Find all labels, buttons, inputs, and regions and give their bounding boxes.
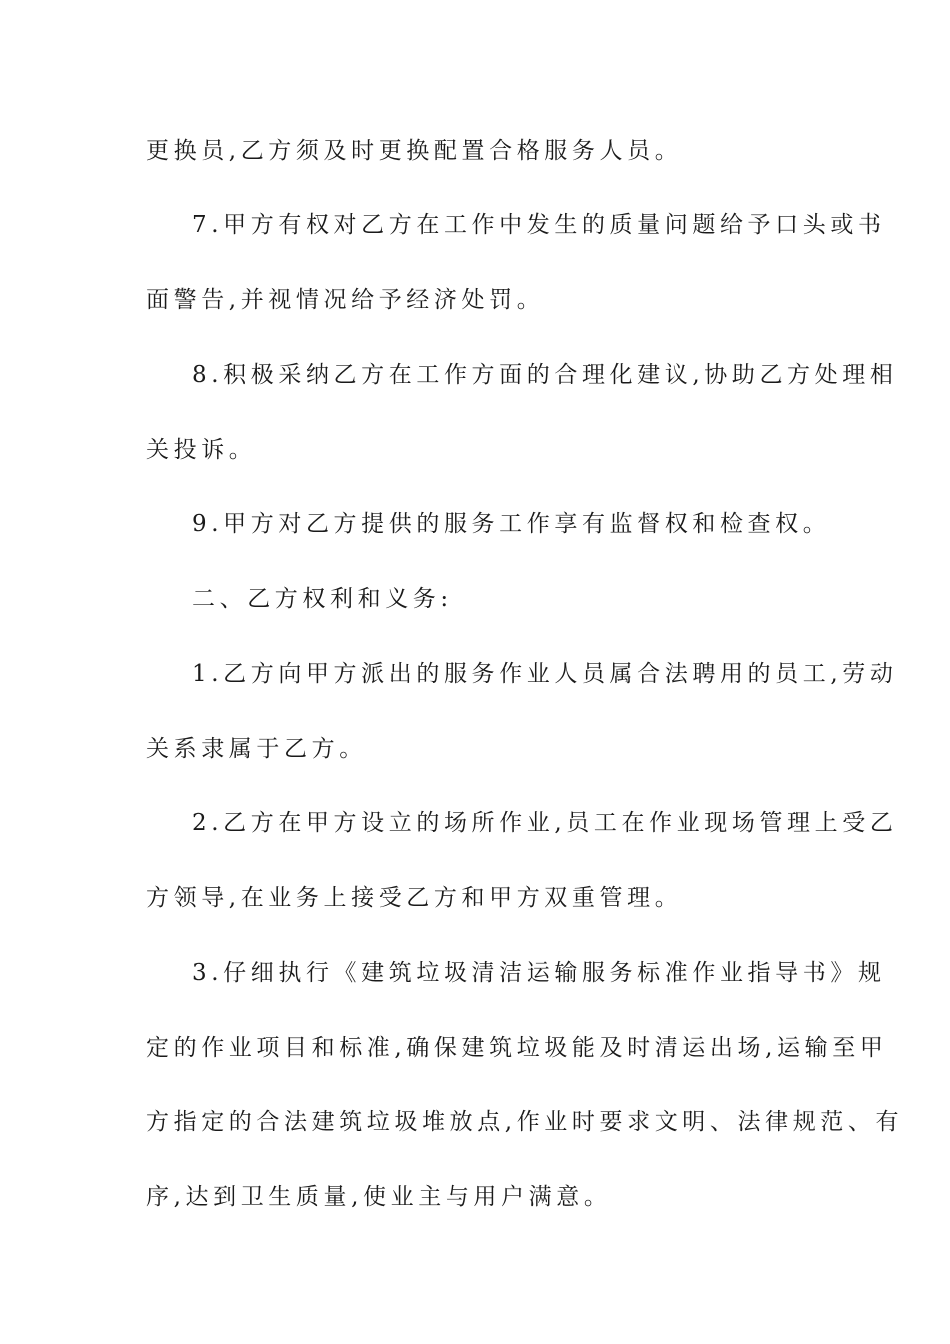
section-heading: 二、乙方权利和义务: <box>192 586 453 612</box>
text-line: 7.甲方有权对乙方在工作中发生的质量问题给予口头或书 <box>192 212 886 238</box>
text-line: 方领导,在业务上接受乙方和甲方双重管理。 <box>146 885 683 911</box>
text-line: 3.仔细执行《建筑垃圾清洁运输服务标准作业指导书》规 <box>192 960 886 986</box>
text-line: 关系隶属于乙方。 <box>146 736 367 762</box>
text-line: 方指定的合法建筑垃圾堆放点,作业时要求文明、法律规范、有 <box>146 1109 904 1135</box>
text-line: 序,达到卫生质量,使业主与用户满意。 <box>146 1184 612 1210</box>
text-line: 8.积极采纳乙方在工作方面的合理化建议,协助乙方处理相 <box>192 362 898 388</box>
text-line: 面警告,并视情况给予经济处罚。 <box>146 287 545 313</box>
text-line: 关投诉。 <box>146 437 257 463</box>
text-line: 定的作业项目和标准,确保建筑垃圾能及时清运出场,运输至甲 <box>146 1035 888 1061</box>
text-line: 1.乙方向甲方派出的服务作业人员属合法聘用的员工,劳动 <box>192 661 898 687</box>
text-line: 2.乙方在甲方设立的场所作业,员工在作业现场管理上受乙 <box>192 810 898 836</box>
text-line: 9.甲方对乙方提供的服务工作享有监督权和检查权。 <box>192 511 831 537</box>
text-line: 更换员,乙方须及时更换配置合格服务人员。 <box>146 138 683 164</box>
